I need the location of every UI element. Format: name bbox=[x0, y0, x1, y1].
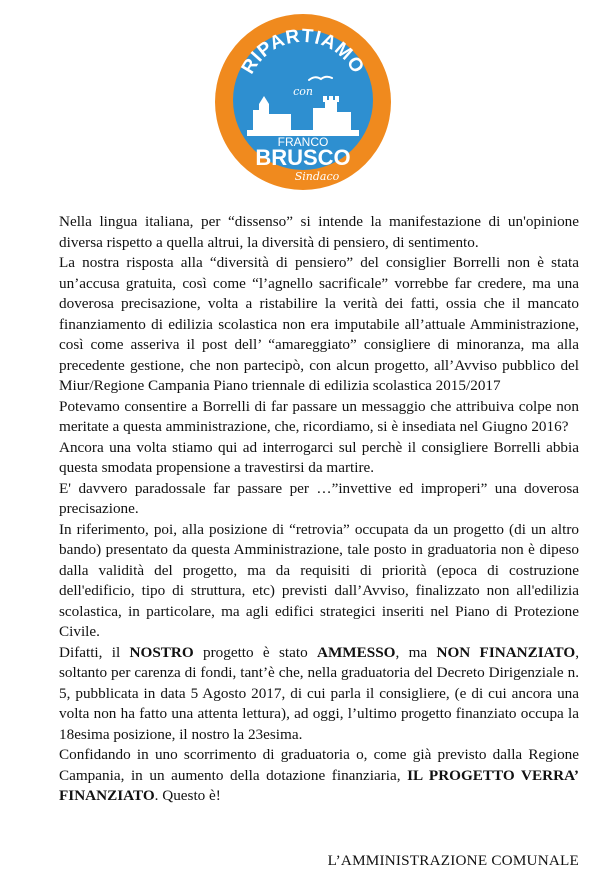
bold-text: NOSTRO bbox=[129, 643, 194, 661]
signature: L’AMMINISTRAZIONE COMUNALE bbox=[327, 852, 579, 869]
bold-text: AMMESSO bbox=[317, 643, 396, 661]
paragraph bbox=[59, 479, 579, 520]
text-run: Confidando in uno scorrimento di graduatoria o, come già previsto dalla Regione Campania, in un aumento della dotazione finanziaria, bbox=[59, 746, 579, 784]
text-run: . Questo è! bbox=[154, 787, 221, 804]
paragraph bbox=[59, 745, 579, 807]
text-run: La nostra risposta alla “diversità di pensiero” del consiglier Borrelli non è stata un’accusa gratuita, così come “l’agnello sacrificale” vorrebbe far credere, ma una doverosa precisazione, volta a ristabilire la verità dei fatti, ossia che il mancato finanziamento di edilizia scolastica non era imputabile all’attuale Amministrazione, così come asseriva il post dell’ “amareggiato” consigliere di minoranza, ma alla precedente gestione, che non partecipò, con alcun progetto, all’Avviso pubblico del Miur/Regione Campania Piano triennale di edilizia scolastica 2015/2017 bbox=[59, 254, 579, 394]
text-run: Potevamo consentire a Borrelli di far passare un messaggio che attribuiva colpe non meritate a questa amministrazione, che, ricordiamo, si è insediata nel Giugno 2016? bbox=[59, 397, 579, 435]
logo-ripartiamo-con-franco-brusco bbox=[213, 12, 393, 192]
logo-sindaco-text: Sindaco bbox=[294, 170, 340, 183]
text-run: Nella lingua italiana, per “dissenso” si intende la manifestazione di un'opinione diversa rispetto a quella altrui, la diversità di pensiero, di sentimento. bbox=[59, 213, 579, 251]
paragraph bbox=[59, 438, 579, 479]
text-run: Ancora una volta stiamo qui ad interrogarci sul perchè il consigliere Borrelli abbia questa smodata propensione a travestirsi da martire. bbox=[59, 438, 579, 476]
logo-franco-text: FRANCO bbox=[277, 135, 329, 149]
text-run: progetto è stato bbox=[193, 643, 317, 661]
text-run: , soltanto per carenza di fondi, tant’è che, nella graduatoria del Decreto Dirigenziale n. 5, pubblicata in data 5 Agosto 2017, di cui parla il consigliere, (e di cui ancora una volta non ha fatto una attenta lettura), ad oggi, l’ultimo progetto finanziato occupa la 18esima posizione, il nostro la 23esima. bbox=[59, 643, 579, 743]
paragraph bbox=[59, 253, 579, 397]
campaign-logo-icon bbox=[213, 12, 393, 192]
text-run: E' davvero paradossale far passare per …”invettive ed improperi” una doverosa precisazione. bbox=[59, 479, 579, 517]
bold-text: NON FINANZIATO bbox=[436, 643, 576, 661]
paragraph bbox=[59, 643, 579, 746]
logo-brusco-text: BRUSCO bbox=[255, 145, 351, 170]
logo-arc-text: RIPARTIAMO bbox=[237, 25, 369, 78]
statement-body bbox=[59, 212, 579, 807]
text-run: , ma bbox=[395, 643, 437, 661]
paragraph bbox=[59, 212, 579, 253]
text-run: Difatti, il bbox=[59, 643, 130, 661]
paragraph bbox=[59, 520, 579, 643]
text-run: In riferimento, poi, alla posizione di “retrovia” occupata da un progetto (di un altro bando) presentato da questa Amministrazione, tale posto in graduatoria non è dipeso dalla validità del progetto, ma da requisiti di priorità (epoca di costruzione dell'edificio, tipo di struttura, etc) previsti dall’Avviso, finalizzato non all'edilizia scolastica, in particolare, ma agli edifici strategici inseriti nel Piano di Protezione Civile. bbox=[59, 520, 579, 640]
paragraph bbox=[59, 397, 579, 438]
bold-text: IL PROGETTO VERRA’ FINANZIATO bbox=[59, 766, 579, 804]
logo-con-text: con bbox=[293, 85, 313, 98]
